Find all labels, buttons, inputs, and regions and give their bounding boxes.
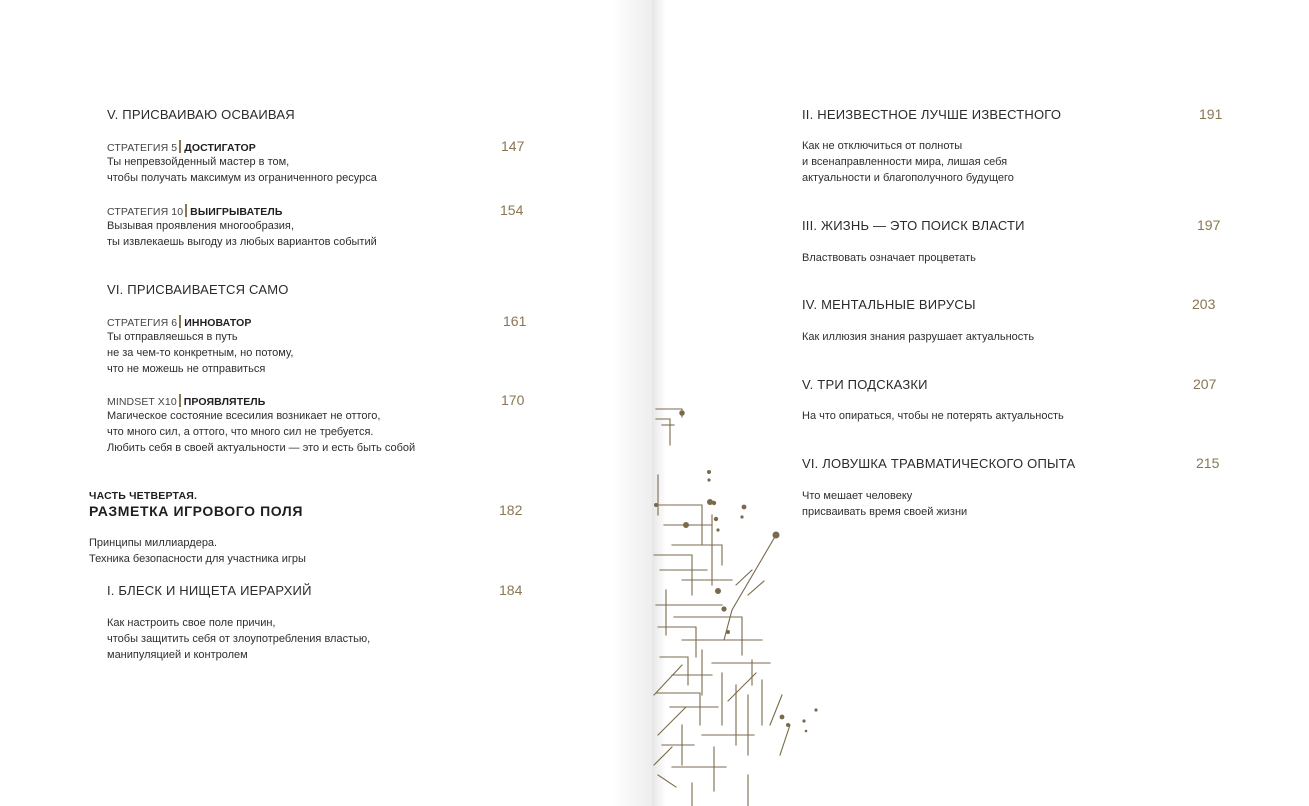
description-line: На что опираться, чтобы не потерять актуальность xyxy=(802,410,1064,422)
circuit-ornament-icon xyxy=(652,395,827,806)
strategy-name: ДОСТИГАТОР xyxy=(184,142,256,154)
description-line: Магическое состояние всесилия возникает не оттого, xyxy=(107,410,381,422)
chapter-description xyxy=(802,488,967,520)
section-title: V. ПРИСВАИВАЮ ОСВАИВАЯ xyxy=(107,107,295,122)
mindset-name: ПРОЯВЛЯТЕЛЬ xyxy=(183,396,266,408)
description-line: Ты отправляешься в путь xyxy=(107,331,238,343)
description-line: что много сил, а оттого, что много сил не требуется. xyxy=(107,426,374,438)
entry-description xyxy=(107,154,377,186)
accent-divider xyxy=(179,140,181,153)
description-line: не за чем-то конкретным, но потому, xyxy=(107,347,294,359)
description-line: Любить себя в своей актуальности — это и есть быть собой xyxy=(107,442,416,454)
description-line: Принципы миллиардера. xyxy=(89,537,218,549)
chapter-description xyxy=(802,250,976,266)
page-number: 182 xyxy=(499,502,523,518)
chapter-description xyxy=(802,329,1034,345)
description-line: Как иллюзия знания разрушает актуальность xyxy=(802,331,1035,343)
section-title: VI. ПРИСВАИВАЕТСЯ САМО xyxy=(107,282,289,297)
part-label: ЧАСТЬ ЧЕТВЕРТАЯ. xyxy=(89,490,198,502)
chapter-title: V. ТРИ ПОДСКАЗКИ xyxy=(802,377,928,392)
mindset-number: MINDSET X10 xyxy=(107,396,177,408)
page-number: 197 xyxy=(1197,217,1221,233)
strategy-number: СТРАТЕГИЯ 5 xyxy=(107,142,178,154)
toc-entry-heading xyxy=(107,315,251,329)
description-line: чтобы получать максимум из ограниченного ресурса xyxy=(107,172,377,184)
strategy-number: СТРАТЕГИЯ 10 xyxy=(107,206,184,218)
chapter-title: II. НЕИЗВЕСТНОЕ ЛУЧШЕ ИЗВЕСТНОГО xyxy=(802,107,1062,122)
accent-divider xyxy=(185,204,187,217)
part-title: РАЗМЕТКА ИГРОВОГО ПОЛЯ xyxy=(89,503,303,519)
entry-description xyxy=(107,329,293,377)
chapter-title: VI. ЛОВУШКА ТРАВМАТИЧЕСКОГО ОПЫТА xyxy=(802,456,1076,471)
entry-description xyxy=(107,408,415,456)
accent-divider xyxy=(179,394,181,407)
right-page xyxy=(652,0,1309,806)
chapter-title: III. ЖИЗНЬ — ЭТО ПОИСК ВЛАСТИ xyxy=(802,218,1025,233)
toc-entry-heading xyxy=(107,140,256,154)
chapter-title: IV. МЕНТАЛЬНЫЕ ВИРУСЫ xyxy=(802,297,976,312)
description-line: присваивать время своей жизни xyxy=(802,506,968,518)
description-line: чтобы защитить себя от злоупотребления властью, xyxy=(107,633,371,645)
description-line: Ты непревзойденный мастер в том, xyxy=(107,156,290,168)
toc-entry-heading xyxy=(107,394,265,408)
gutter-shadow xyxy=(612,0,652,806)
description-line: манипуляцией и контролем xyxy=(107,649,248,661)
description-line: актуальности и благополучного будущего xyxy=(802,172,1014,184)
page-number: 203 xyxy=(1192,296,1216,312)
part-description xyxy=(89,535,306,567)
description-line: Что мешает человеку xyxy=(802,490,913,502)
page-number: 215 xyxy=(1196,455,1220,471)
page-number: 207 xyxy=(1193,376,1217,392)
accent-divider xyxy=(179,315,181,328)
description-line: Техника безопасности для участника игры xyxy=(89,553,306,565)
chapter-description xyxy=(802,408,1064,424)
description-line: Вызывая проявления многообразия, xyxy=(107,220,294,232)
description-line: и всенаправленности мира, лишая себя xyxy=(802,156,1008,168)
chapter-description xyxy=(802,138,1014,186)
description-line: ты извлекаешь выгоду из любых вариантов событий xyxy=(107,236,377,248)
description-line: Властвовать означает процветать xyxy=(802,252,976,264)
chapter-title: I. БЛЕСК И НИЩЕТА ИЕРАРХИЙ xyxy=(107,583,312,598)
entry-description xyxy=(107,218,377,250)
page-number: 147 xyxy=(501,138,525,154)
left-page xyxy=(0,0,652,806)
page-number: 184 xyxy=(499,582,523,598)
strategy-name: ВЫИГРЫВАТЕЛЬ xyxy=(190,206,283,218)
strategy-number: СТРАТЕГИЯ 6 xyxy=(107,317,178,329)
strategy-name: ИННОВАТОР xyxy=(184,317,252,329)
chapter-description xyxy=(107,615,370,663)
page-number: 170 xyxy=(501,392,525,408)
description-line: что не можешь не отправиться xyxy=(107,363,266,375)
toc-entry-heading xyxy=(107,204,282,218)
page-number: 191 xyxy=(1199,106,1223,122)
page-number: 154 xyxy=(500,202,524,218)
page-number: 161 xyxy=(503,313,527,329)
description-line: Как настроить свое поле причин, xyxy=(107,617,276,629)
description-line: Как не отключиться от полноты xyxy=(802,140,963,152)
